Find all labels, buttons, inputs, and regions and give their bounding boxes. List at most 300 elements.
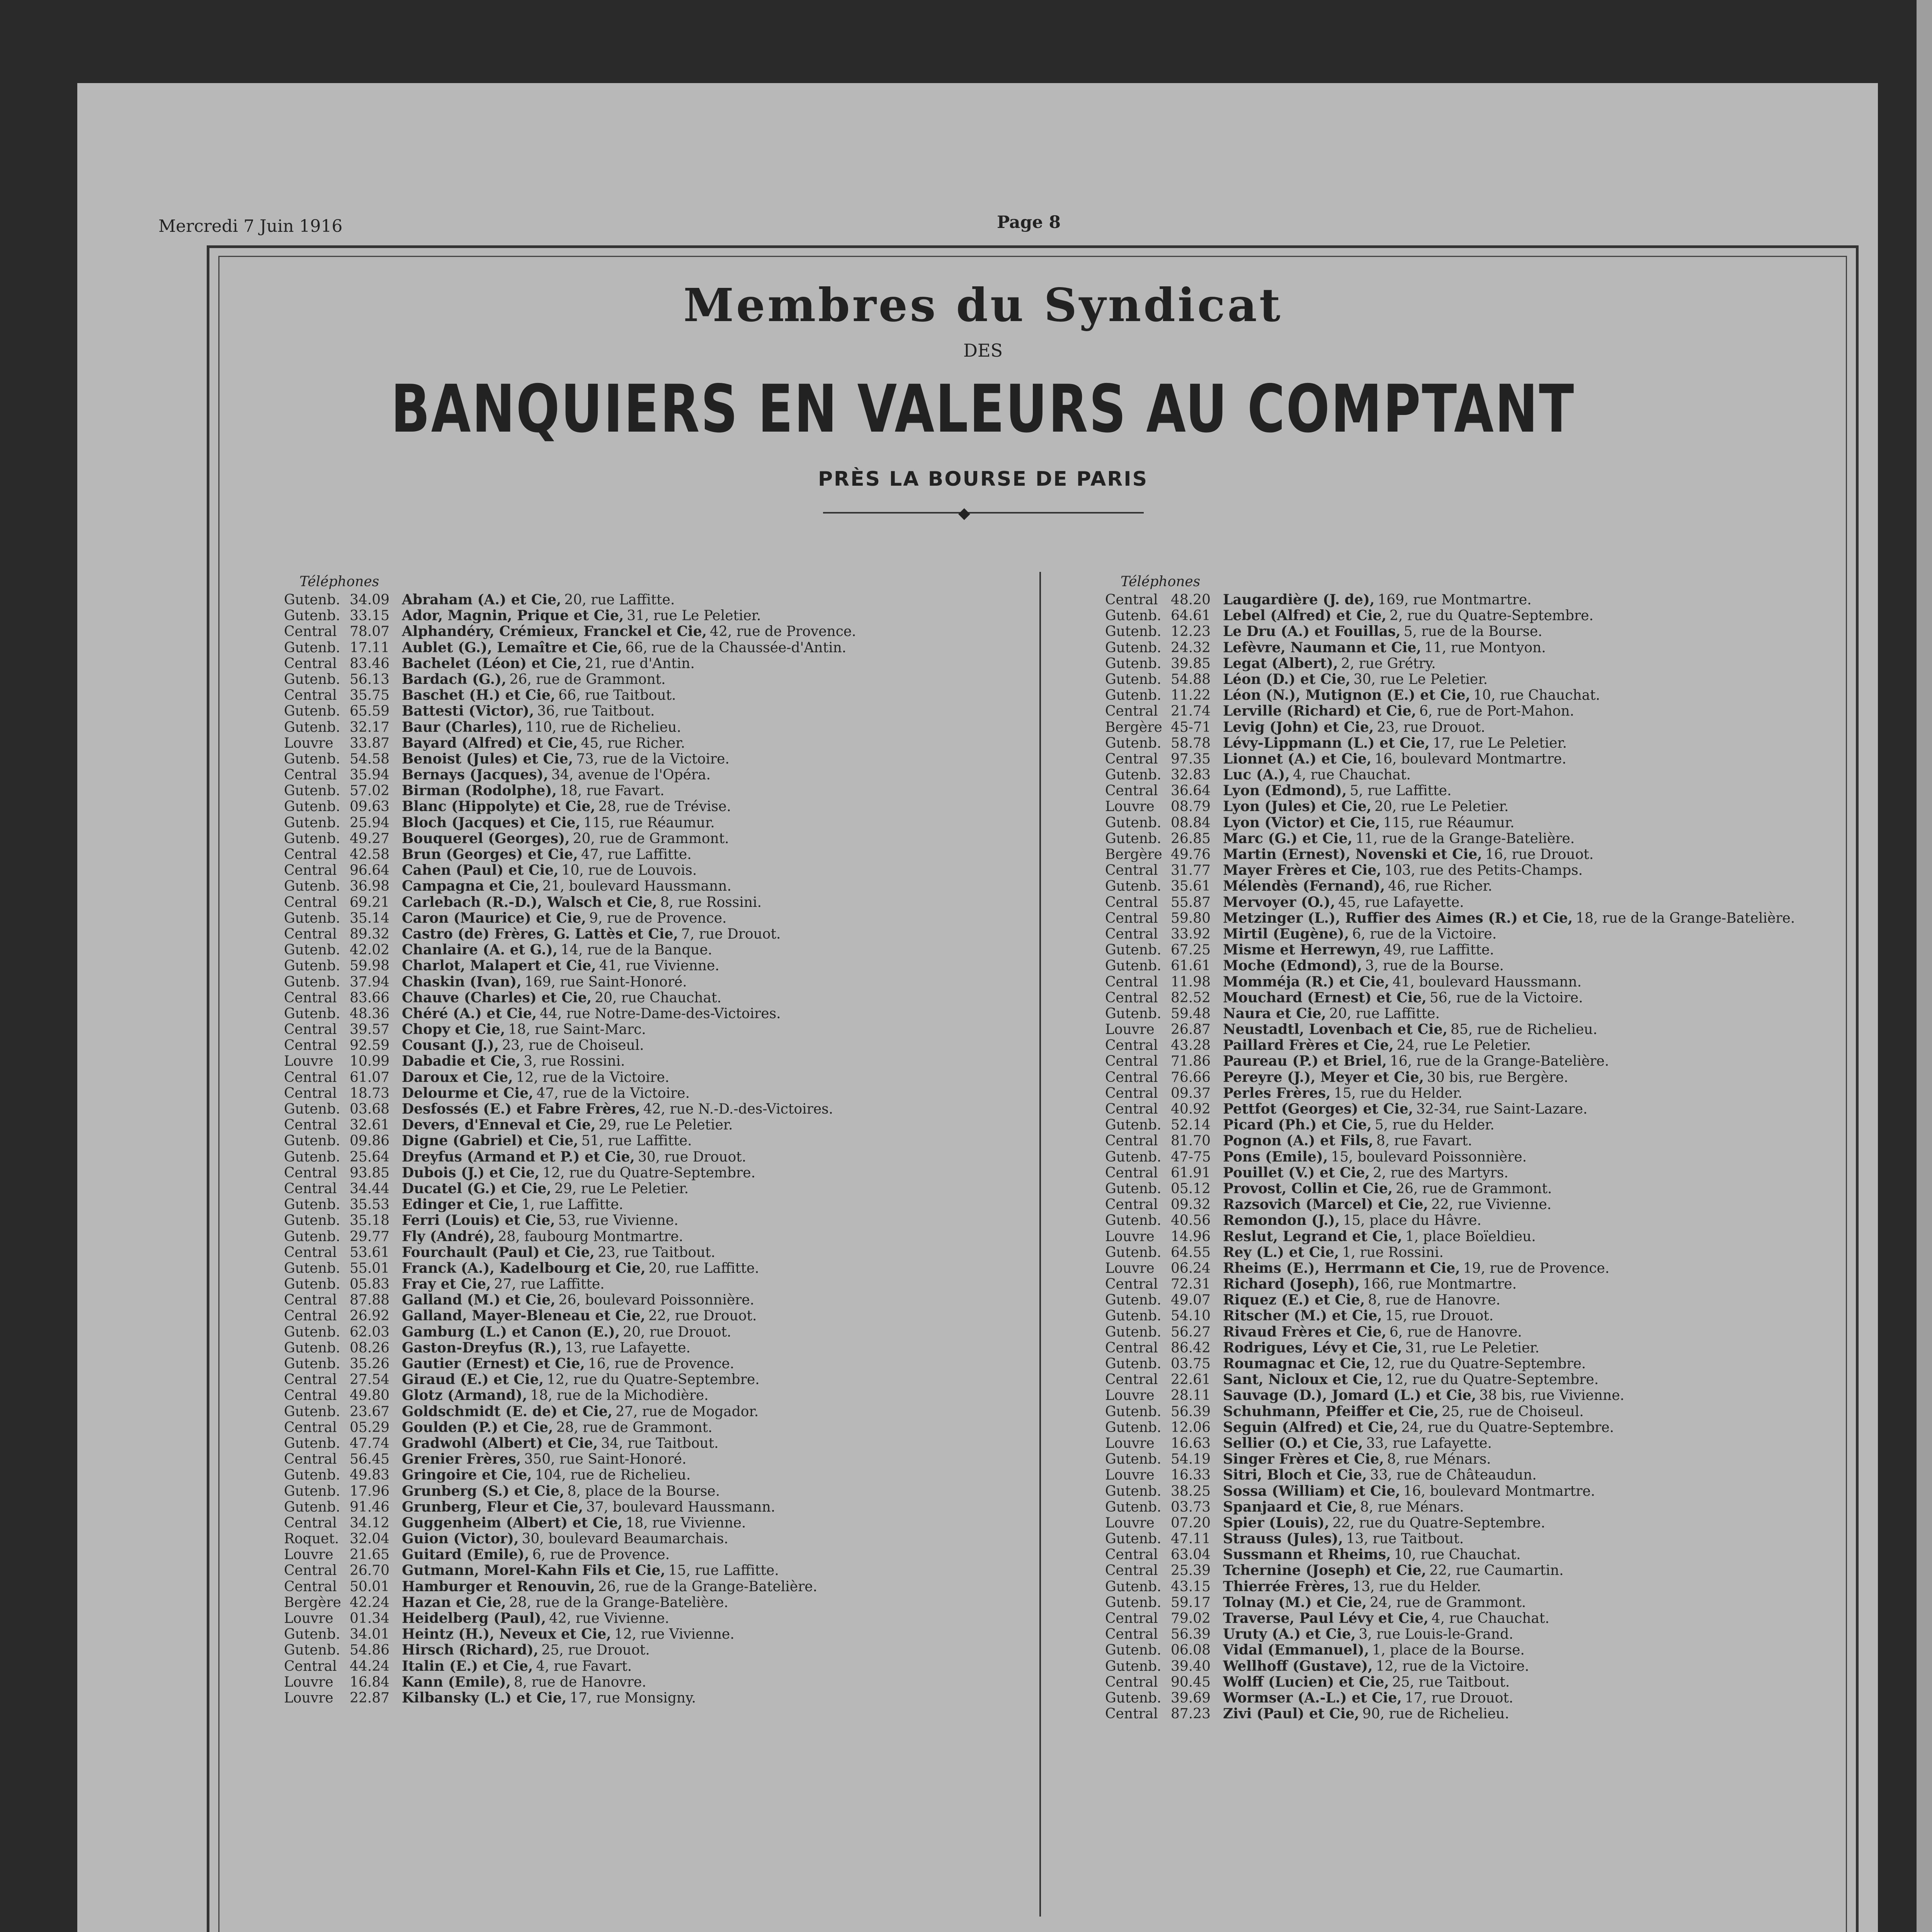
member-name: Paureau (P.) et Briel, xyxy=(1223,1053,1387,1070)
member-address: 22, rue Caumartin. xyxy=(1429,1563,1564,1579)
telephone-number: 47-75 xyxy=(1171,1149,1211,1165)
telephone-exchange: Gutenb. xyxy=(284,1626,340,1643)
member-row xyxy=(1105,799,1828,815)
telephone-number: 21.74 xyxy=(1171,703,1211,719)
member-row xyxy=(1105,1658,1828,1674)
member-row xyxy=(284,1420,999,1435)
telephone-number: 83.46 xyxy=(350,655,390,672)
telephone-number: 22.87 xyxy=(350,1690,390,1706)
telephone-number: 32.83 xyxy=(1171,767,1211,783)
telephone-exchange: Gutenb. xyxy=(1105,1324,1162,1340)
member-row xyxy=(284,1197,999,1213)
member-row xyxy=(1105,1435,1828,1451)
member-address: 20, rue Laffitte. xyxy=(564,592,675,608)
telephone-number: 69.21 xyxy=(350,894,390,910)
member-address: 17, rue Drouot. xyxy=(1405,1690,1514,1706)
title-bourse: PRÈS LA BOURSE DE PARIS xyxy=(818,468,1148,491)
telephone-number: 59.17 xyxy=(1171,1594,1211,1611)
member-address: 45, rue Lafayette. xyxy=(1338,894,1464,910)
member-row xyxy=(1105,1467,1828,1483)
telephone-exchange: Central xyxy=(284,655,337,672)
telephone-number: 08.79 xyxy=(1171,799,1211,815)
member-name: Tolnay (M.) et Cie, xyxy=(1223,1594,1367,1611)
telephone-number: 32.17 xyxy=(350,719,390,735)
telephone-number: 36.98 xyxy=(350,878,390,895)
member-name: Laugardière (J. de), xyxy=(1223,592,1375,608)
member-address: 25, rue Taitbout. xyxy=(1392,1674,1510,1690)
member-name: Rey (L.) et Cie, xyxy=(1223,1244,1339,1260)
telephone-exchange: Louvre xyxy=(284,1053,333,1070)
title-membres: Membres du Syndicat xyxy=(683,278,1283,332)
telephone-number: 25.94 xyxy=(350,815,390,831)
member-name: Galland, Mayer-Bleneau et Cie, xyxy=(402,1308,646,1324)
telephone-exchange: Gutenb. xyxy=(284,1005,340,1022)
member-row xyxy=(284,1372,999,1388)
telephone-number: 28.11 xyxy=(1171,1388,1211,1404)
member-name: Dreyfus (Armand et P.) et Cie, xyxy=(402,1148,635,1165)
member-address: 16, boulevard Montmartre. xyxy=(1374,751,1566,767)
member-name: Desfossés (E.) et Fabre Frères, xyxy=(402,1101,640,1117)
telephone-exchange: Gutenb. xyxy=(1105,639,1162,656)
member-address: 13, rue Taitbout. xyxy=(1346,1531,1464,1547)
telephone-exchange: Louvre xyxy=(284,735,333,751)
telephone-header: Téléphones xyxy=(1121,574,1201,590)
members-list-right xyxy=(1105,592,1828,1722)
telephone-number: 17.96 xyxy=(350,1483,390,1499)
member-row xyxy=(284,1611,999,1626)
member-name: Tchernine (Joseph) et Cie, xyxy=(1223,1562,1427,1579)
telephone-number: 64.55 xyxy=(1171,1244,1211,1260)
member-address: 30, rue Drouot. xyxy=(638,1149,747,1165)
telephone-exchange: Central xyxy=(284,1658,337,1674)
member-name: Metzinger (L.), Ruffier des Aimes (R.) et Cie, xyxy=(1223,910,1573,926)
member-address: 20, rue de Grammont. xyxy=(573,830,729,847)
member-address: 23, rue Taitbout. xyxy=(597,1244,716,1260)
telephone-number: 26.92 xyxy=(350,1308,390,1324)
member-name: Richard (Joseph), xyxy=(1223,1276,1360,1293)
member-address: 26, rue de la Grange-Batelière. xyxy=(598,1578,818,1595)
member-row xyxy=(284,1292,999,1308)
member-address: 103, rue des Petits-Champs. xyxy=(1384,862,1583,879)
telephone-number: 72.31 xyxy=(1171,1276,1211,1293)
telephone-number: 39.85 xyxy=(1171,655,1211,672)
telephone-number: 57.02 xyxy=(350,783,390,799)
member-address: 49, rue Laffitte. xyxy=(1383,942,1494,958)
member-address: 56, rue de la Victoire. xyxy=(1429,990,1583,1006)
member-address: 42, rue de Provence. xyxy=(710,624,856,640)
member-name: Gringoire et Cie, xyxy=(402,1467,532,1483)
member-address: 26, rue de Grammont. xyxy=(1396,1180,1552,1197)
telephone-exchange: Central xyxy=(284,1308,337,1324)
telephone-number: 12.06 xyxy=(1171,1419,1211,1435)
member-name: Bouquerel (Georges), xyxy=(402,830,570,847)
telephone-exchange: Central xyxy=(284,894,337,910)
member-address: 10, rue Chauchat. xyxy=(1473,687,1600,704)
member-row xyxy=(284,1531,999,1547)
telephone-exchange: Central xyxy=(1105,1340,1158,1356)
telephone-exchange: Central xyxy=(1105,974,1158,990)
member-row xyxy=(284,1324,999,1340)
telephone-number: 26.85 xyxy=(1171,830,1211,847)
telephone-number: 56.39 xyxy=(1171,1626,1211,1643)
member-address: 115, rue Réaumur. xyxy=(1383,815,1515,831)
member-address: 15, rue Drouot. xyxy=(1385,1308,1494,1324)
member-name: Momméja (R.) et Cie, xyxy=(1223,973,1389,990)
member-name: Cahen (Paul) et Cie, xyxy=(402,862,559,879)
telephone-exchange: Gutenb. xyxy=(1105,815,1162,831)
telephone-exchange: Gutenb. xyxy=(284,799,340,815)
telephone-exchange: Central xyxy=(1105,910,1158,926)
member-row xyxy=(1105,1340,1828,1356)
telephone-number: 87.23 xyxy=(1171,1706,1211,1722)
member-row xyxy=(1105,735,1828,751)
member-name: Gutmann, Morel-Kahn Fils et Cie, xyxy=(402,1562,665,1579)
member-name: Pereyre (J.), Meyer et Cie, xyxy=(1223,1069,1424,1085)
member-name: Gamburg (L.) et Canon (E.), xyxy=(402,1323,620,1340)
member-address: 28, rue de Grammont. xyxy=(556,1419,713,1435)
telephone-exchange: Central xyxy=(1105,1037,1158,1054)
member-name: Legat (Albert), xyxy=(1223,655,1338,672)
telephone-exchange: Louvre xyxy=(1105,1228,1155,1245)
member-address: 18, rue de la Michodière. xyxy=(530,1388,709,1404)
telephone-number: 48.20 xyxy=(1171,592,1211,608)
member-row xyxy=(1105,640,1828,656)
member-address: 17, rue Monsigny. xyxy=(570,1690,696,1706)
telephone-number: 63.04 xyxy=(1171,1547,1211,1563)
member-address: 28, rue de la Grange-Batelière. xyxy=(509,1594,728,1611)
member-row xyxy=(1105,1149,1828,1165)
telephone-exchange: Gutenb. xyxy=(1105,671,1162,687)
telephone-exchange: Gutenb. xyxy=(284,1483,340,1499)
member-name: Lévy-Lippmann (L.) et Cie, xyxy=(1223,735,1430,751)
telephone-number: 05.12 xyxy=(1171,1180,1211,1197)
telephone-exchange: Gutenb. xyxy=(284,1101,340,1117)
member-row xyxy=(284,1579,999,1595)
member-address: 12, rue de la Victoire. xyxy=(516,1069,670,1085)
header-date: Mercredi 7 Juin 1916 xyxy=(158,216,343,236)
telephone-number: 16.63 xyxy=(1171,1435,1211,1451)
member-address: 32-34, rue Saint-Lazare. xyxy=(1416,1101,1588,1117)
member-row xyxy=(284,1165,999,1181)
telephone-number: 09.86 xyxy=(350,1133,390,1149)
member-address: 30 bis, rue Bergère. xyxy=(1427,1069,1568,1085)
member-address: 8, place de la Bourse. xyxy=(567,1483,720,1499)
telephone-number: 59.98 xyxy=(350,958,390,974)
member-row xyxy=(1105,847,1828,862)
member-name: Bayard (Alfred) et Cie, xyxy=(402,735,578,751)
telephone-number: 03.68 xyxy=(350,1101,390,1117)
member-row xyxy=(284,592,999,608)
member-address: 6, rue de Provence. xyxy=(532,1547,670,1563)
member-name: Marc (G.) et Cie, xyxy=(1223,830,1353,847)
telephone-exchange: Gutenb. xyxy=(1105,1117,1162,1133)
telephone-exchange: Gutenb. xyxy=(284,608,340,624)
telephone-number: 97.35 xyxy=(1171,751,1211,767)
member-name: Delourme et Cie, xyxy=(402,1085,534,1101)
telephone-exchange: Central xyxy=(1105,703,1158,719)
member-row xyxy=(284,719,999,735)
member-address: 16, boulevard Montmartre. xyxy=(1403,1483,1595,1499)
member-name: Wolff (Lucien) et Cie, xyxy=(1223,1673,1389,1690)
telephone-exchange: Central xyxy=(284,1037,337,1054)
telephone-exchange: Central xyxy=(284,1244,337,1260)
telephone-number: 81.70 xyxy=(1171,1133,1211,1149)
member-name: Reslut, Legrand et Cie, xyxy=(1223,1228,1403,1245)
member-row xyxy=(284,1499,999,1515)
member-row xyxy=(1105,1133,1828,1149)
member-row xyxy=(284,1117,999,1133)
member-row xyxy=(284,1070,999,1085)
member-row xyxy=(284,1563,999,1578)
member-row xyxy=(284,1276,999,1292)
member-address: 1, rue Rossini. xyxy=(1342,1244,1444,1260)
member-name: Sauvage (D.), Jomard (L.) et Cie, xyxy=(1223,1387,1476,1404)
telephone-number: 38.25 xyxy=(1171,1483,1211,1499)
member-name: Guion (Victor), xyxy=(402,1531,519,1547)
telephone-exchange: Central xyxy=(284,1563,337,1579)
telephone-number: 39.69 xyxy=(1171,1690,1211,1706)
member-row xyxy=(1105,1324,1828,1340)
telephone-exchange: Central xyxy=(1105,592,1158,608)
telephone-number: 09.32 xyxy=(1171,1197,1211,1213)
member-name: Chanlaire (A. et G.), xyxy=(402,942,558,958)
telephone-exchange: Gutenb. xyxy=(284,1499,340,1515)
members-column-left xyxy=(284,574,999,1706)
member-address: 10, rue de Louvois. xyxy=(561,862,697,879)
telephone-number: 35.94 xyxy=(350,767,390,783)
telephone-exchange: Gutenb. xyxy=(1105,1499,1162,1515)
telephone-exchange: Central xyxy=(1105,1563,1158,1579)
member-row xyxy=(284,1595,999,1611)
member-address: 1, place Boïeldieu. xyxy=(1405,1228,1536,1245)
telephone-exchange: Central xyxy=(284,862,337,879)
telephone-exchange: Central xyxy=(1105,894,1158,910)
member-name: Birman (Rodolphe), xyxy=(402,782,557,799)
member-name: Guitard (Emile), xyxy=(402,1546,529,1563)
member-address: 42, rue N.-D.-des-Victoires. xyxy=(643,1101,833,1117)
telephone-exchange: Gutenb. xyxy=(284,1197,340,1213)
telephone-number: 32.04 xyxy=(350,1531,390,1547)
member-row xyxy=(284,862,999,878)
member-name: Baschet (H.) et Cie, xyxy=(402,687,556,704)
member-address: 46, rue Richer. xyxy=(1388,878,1493,895)
member-name: Zivi (Paul) et Cie, xyxy=(1223,1706,1359,1722)
member-row xyxy=(1105,1515,1828,1531)
member-address: 22, rue Vivienne. xyxy=(1431,1197,1552,1213)
member-name: Rivaud Frères et Cie, xyxy=(1223,1323,1387,1340)
telephone-exchange: Central xyxy=(284,1372,337,1388)
telephone-exchange: Central xyxy=(284,1388,337,1404)
member-address: 47, rue Laffitte. xyxy=(581,847,692,862)
member-name: Roumagnac et Cie, xyxy=(1223,1355,1370,1372)
member-row xyxy=(284,1435,999,1451)
member-row xyxy=(284,895,999,910)
member-name: Glotz (Armand), xyxy=(402,1387,527,1404)
member-row xyxy=(284,1388,999,1403)
member-address: 11, rue de la Grange-Batelière. xyxy=(1355,830,1575,847)
telephone-number: 78.07 xyxy=(350,624,390,640)
member-row xyxy=(1105,1547,1828,1563)
telephone-exchange: Gutenb. xyxy=(284,958,340,974)
telephone-exchange: Gutenb. xyxy=(284,1213,340,1229)
member-row xyxy=(284,656,999,672)
member-name: Aublet (G.), Lemaître et Cie, xyxy=(402,639,622,656)
member-address: 73, rue de la Victoire. xyxy=(576,751,730,767)
telephone-exchange: Gutenb. xyxy=(284,1149,340,1165)
telephone-exchange: Gutenb. xyxy=(284,1260,340,1276)
member-name: Galland (M.) et Cie, xyxy=(402,1292,556,1308)
telephone-number: 47.11 xyxy=(1171,1531,1211,1547)
telephone-exchange: Gutenb. xyxy=(284,942,340,958)
member-row xyxy=(1105,1070,1828,1085)
telephone-number: 90.45 xyxy=(1171,1674,1211,1690)
member-name: Italin (E.) et Cie, xyxy=(402,1658,533,1674)
telephone-exchange: Central xyxy=(284,990,337,1006)
member-name: Levig (John) et Cie, xyxy=(1223,719,1374,735)
member-row xyxy=(284,878,999,894)
member-address: 3, rue Rossini. xyxy=(524,1053,625,1070)
telephone-number: 59.48 xyxy=(1171,1005,1211,1022)
member-address: 350, rue Saint-Honoré. xyxy=(524,1451,687,1468)
telephone-number: 03.73 xyxy=(1171,1499,1211,1515)
member-row xyxy=(284,1006,999,1022)
telephone-number: 91.46 xyxy=(350,1499,390,1515)
member-name: Chaskin (Ivan), xyxy=(402,973,522,990)
telephone-number: 11.22 xyxy=(1171,687,1211,704)
telephone-exchange: Louvre xyxy=(284,1674,333,1690)
telephone-exchange: Gutenb. xyxy=(284,671,340,687)
member-row xyxy=(1105,1706,1828,1722)
member-address: 13, rue Lafayette. xyxy=(565,1340,690,1356)
member-row xyxy=(1105,990,1828,1006)
member-row xyxy=(1105,862,1828,878)
member-address: 20, rue Laffitte. xyxy=(648,1260,759,1276)
telephone-number: 31.77 xyxy=(1171,862,1211,879)
member-row xyxy=(1105,1181,1828,1197)
telephone-exchange: Central xyxy=(284,1292,337,1308)
member-address: 22, rue du Quatre-Septembre. xyxy=(1332,1515,1546,1531)
member-row xyxy=(1105,672,1828,687)
member-name: Hazan et Cie, xyxy=(402,1594,506,1611)
telephone-number: 54.58 xyxy=(350,751,390,767)
member-name: Battesti (Victor), xyxy=(402,703,534,719)
member-address: 27, rue de Mogador. xyxy=(616,1403,759,1420)
member-row xyxy=(1105,703,1828,719)
member-name: Grenier Frères, xyxy=(402,1451,521,1468)
member-name: Ferri (Louis) et Cie, xyxy=(402,1212,555,1229)
member-name: Heintz (H.), Neveux et Cie, xyxy=(402,1626,611,1643)
member-address: 3, rue Louis-le-Grand. xyxy=(1359,1626,1514,1643)
member-row xyxy=(284,1245,999,1260)
telephone-exchange: Central xyxy=(1105,1626,1158,1643)
telephone-number: 35.61 xyxy=(1171,878,1211,895)
telephone-exchange: Central xyxy=(1105,1372,1158,1388)
telephone-exchange: Gutenb. xyxy=(1105,608,1162,624)
member-name: Mervoyer (O.), xyxy=(1223,894,1335,910)
member-address: 12, rue du Quatre-Septembre. xyxy=(543,1165,756,1181)
member-address: 33, rue de Châteaudun. xyxy=(1370,1467,1537,1483)
member-row xyxy=(284,1260,999,1276)
member-address: 18, rue Vivienne. xyxy=(626,1515,746,1531)
telephone-number: 56.13 xyxy=(350,671,390,687)
telephone-number: 34.01 xyxy=(350,1626,390,1643)
telephone-number: 50.01 xyxy=(350,1578,390,1595)
member-row xyxy=(284,1229,999,1245)
telephone-exchange: Gutenb. xyxy=(1105,1005,1162,1022)
member-row xyxy=(284,815,999,831)
telephone-exchange: Gutenb. xyxy=(1105,767,1162,783)
telephone-number: 52.14 xyxy=(1171,1117,1211,1133)
member-row xyxy=(1105,1451,1828,1467)
member-name: Lyon (Victor) et Cie, xyxy=(1223,814,1380,831)
member-row xyxy=(284,687,999,703)
member-row xyxy=(284,1483,999,1499)
telephone-exchange: Gutenb. xyxy=(1105,1642,1162,1658)
telephone-number: 39.57 xyxy=(350,1022,390,1038)
member-name: Chéré (A.) et Cie, xyxy=(402,1005,537,1022)
telephone-exchange: Gutenb. xyxy=(1105,958,1162,974)
member-address: 22, rue Drouot. xyxy=(648,1308,757,1324)
member-address: 30, boulevard Beaumarchais. xyxy=(522,1531,728,1547)
telephone-number: 39.40 xyxy=(1171,1658,1211,1674)
member-row xyxy=(284,1101,999,1117)
telephone-number: 49.83 xyxy=(350,1467,390,1483)
member-name: Chopy et Cie, xyxy=(402,1021,505,1038)
member-row xyxy=(1105,1117,1828,1133)
telephone-exchange: Central xyxy=(284,624,337,640)
member-row xyxy=(284,672,999,687)
member-name: Misme et Herrewyn, xyxy=(1223,942,1381,958)
telephone-number: 61.61 xyxy=(1171,958,1211,974)
telephone-number: 82.52 xyxy=(1171,990,1211,1006)
telephone-exchange: Gutenb. xyxy=(1105,735,1162,751)
member-address: 13, rue du Helder. xyxy=(1352,1578,1481,1595)
member-name: Moche (Edmond), xyxy=(1223,957,1362,974)
telephone-exchange: Gutenb. xyxy=(1105,1403,1162,1420)
member-address: 41, boulevard Haussmann. xyxy=(1392,974,1582,990)
telephone-exchange: Central xyxy=(284,1117,337,1133)
ornament-glyph: ◆ xyxy=(958,504,970,522)
member-address: 23, rue de Choiseul. xyxy=(502,1037,644,1054)
telephone-exchange: Gutenb. xyxy=(1105,1292,1162,1308)
member-name: Riquez (E.) et Cie, xyxy=(1223,1292,1365,1308)
member-name: Léon (D.) et Cie, xyxy=(1223,671,1350,687)
member-row xyxy=(1105,751,1828,767)
member-name: Léon (N.), Mutignon (E.) et Cie, xyxy=(1223,687,1471,704)
telephone-exchange: Gutenb. xyxy=(1105,1690,1162,1706)
member-address: 10, rue Chauchat. xyxy=(1394,1547,1521,1563)
telephone-number: 76.66 xyxy=(1171,1069,1211,1085)
member-address: 8, rue Rossini. xyxy=(660,894,762,910)
telephone-number: 35.14 xyxy=(350,910,390,926)
member-row xyxy=(284,1085,999,1101)
telephone-exchange: Gutenb. xyxy=(1105,1451,1162,1468)
ornament-rule xyxy=(823,512,1144,514)
member-row xyxy=(1105,1101,1828,1117)
member-row xyxy=(1105,1022,1828,1037)
member-address: 15, rue du Helder. xyxy=(1333,1085,1463,1101)
telephone-number: 86.42 xyxy=(1171,1340,1211,1356)
telephone-number: 83.66 xyxy=(350,990,390,1006)
member-row xyxy=(1105,878,1828,894)
member-row xyxy=(284,799,999,815)
member-row xyxy=(284,1467,999,1483)
member-row xyxy=(1105,592,1828,608)
telephone-number: 40.56 xyxy=(1171,1213,1211,1229)
member-name: Picard (Ph.) et Cie, xyxy=(1223,1117,1372,1133)
telephone-number: 49.27 xyxy=(350,830,390,847)
telephone-number: 96.64 xyxy=(350,862,390,879)
